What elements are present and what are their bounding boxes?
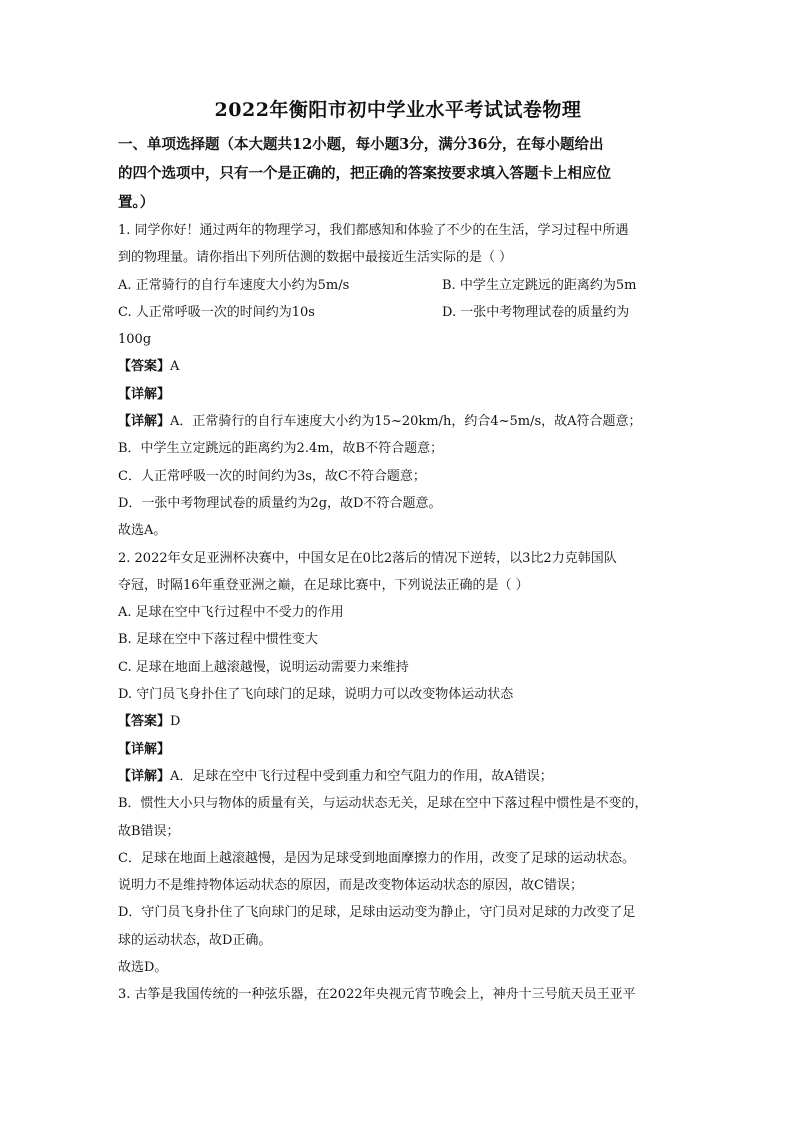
- detail-line: D．守门员飞身扑住了飞向球门的足球，足球由运动变为静止，守门员对足球的力改变了足: [118, 905, 636, 921]
- answer-tag: 【答案】: [118, 714, 171, 730]
- option-a: A. 正常骑行的自行车速度大小约为5m/s: [118, 277, 350, 293]
- detail-line: 说明力不是维持物体运动状态的原因，而是改变物体运动状态的原因，故C错误；: [118, 878, 583, 894]
- option-row: [118, 272, 678, 299]
- question-stem-line: 1. 同学你好！通过两年的物理学习，我们都感知和体验了不少的在生活，学习过程中所遇: [118, 223, 629, 238]
- conclusion-line: 故选A。: [118, 523, 167, 539]
- option-d: D. 一张中考物理试卷的质量约为: [442, 304, 630, 320]
- section-heading-line: 置。）: [118, 194, 155, 211]
- detail-line: C．人正常呼吸一次的时间约为3s，故C不符合题意；: [118, 468, 426, 484]
- exam-page: [118, 96, 678, 1009]
- option-row: [118, 299, 678, 326]
- question-stem-line: 2. 2022年女足亚洲杯决赛中，中国女足在0比2落后的情况下逆转，以3比2力克韩国队: [118, 550, 617, 566]
- answer-line: [118, 353, 678, 380]
- option-d-continuation: 100g: [118, 332, 152, 348]
- detail-line: C．足球在地面上越滚越慢，是因为足球受到地面摩擦力的作用，改变了足球的运动状态。: [118, 850, 635, 866]
- detail-line: 故B错误；: [118, 823, 180, 839]
- question-stem-line: 3. 古筝是我国传统的一种弦乐器，在2022年央视元宵节晚会上，神舟十三号航天员王亚平: [118, 987, 636, 1003]
- section-heading-line: 的四个选项中，只有一个是正确的，把正确的答案按要求填入答题卡上相应位: [118, 165, 611, 182]
- detail-line: D．一张中考物理试卷的质量约为2g，故D不符合题意。: [118, 495, 442, 511]
- option-b: B. 足球在空中下落过程中惯性变大: [118, 632, 318, 648]
- detail-line: [118, 408, 678, 435]
- detail-line: B．中学生立定跳远的距离约为2.4m，故B不符合题意；: [118, 441, 444, 457]
- answer-value: D: [170, 714, 181, 730]
- detail-line: [118, 763, 678, 790]
- section-one-heading: [118, 130, 678, 217]
- answer-line: [118, 708, 678, 735]
- question-stem-line: 夺冠，时隔16年重登亚洲之巅，在足球比赛中，下列说法正确的是（ ）: [118, 577, 529, 593]
- option-c: C. 足球在地面上越滚越慢，说明运动需要力来维持: [118, 659, 409, 675]
- detail-text: A．正常骑行的自行车速度大小约为15~20km/h，约合4~5m/s，故A符合题意；: [170, 414, 642, 430]
- detail-tag: 【详解】: [118, 768, 171, 784]
- detail-line: 球的运动状态，故D正确。: [118, 932, 272, 948]
- conclusion-line: 故选D。: [118, 960, 168, 976]
- detail-heading: 【详解】: [118, 741, 171, 757]
- option-a: A. 足球在空中飞行过程中不受力的作用: [118, 605, 344, 621]
- answer-tag: 【答案】: [118, 359, 171, 375]
- question-3: [118, 981, 678, 1008]
- question-2: [118, 545, 678, 982]
- detail-tag: 【详解】: [118, 414, 171, 430]
- detail-line: B．惯性大小只与物体的质量有关，与运动状态无关，足球在空中下落过程中惯性是不变的，: [118, 796, 648, 812]
- option-b: B. 中学生立定跳远的距离约为5m: [442, 277, 637, 293]
- detail-heading: 【详解】: [118, 386, 171, 402]
- question-stem-line: 到的物理量。请你指出下列所估测的数据中最接近生活实际的是（ ）: [118, 250, 513, 266]
- page-title: 2022年衡阳市初中学业水平考试试卷物理: [214, 99, 582, 121]
- question-1: [118, 217, 678, 545]
- option-c: C. 人正常呼吸一次的时间约为10s: [118, 304, 315, 320]
- detail-text: A．足球在空中飞行过程中受到重力和空气阻力的作用，故A错误；: [170, 768, 553, 784]
- option-d: D. 守门员飞身扑住了飞向球门的足球，说明力可以改变物体运动状态: [118, 687, 514, 703]
- section-heading-line: 一、单项选择题（本大题共12小题，每小题3分，满分36分，在每小题给出: [118, 136, 604, 153]
- answer-value: A: [170, 359, 180, 375]
